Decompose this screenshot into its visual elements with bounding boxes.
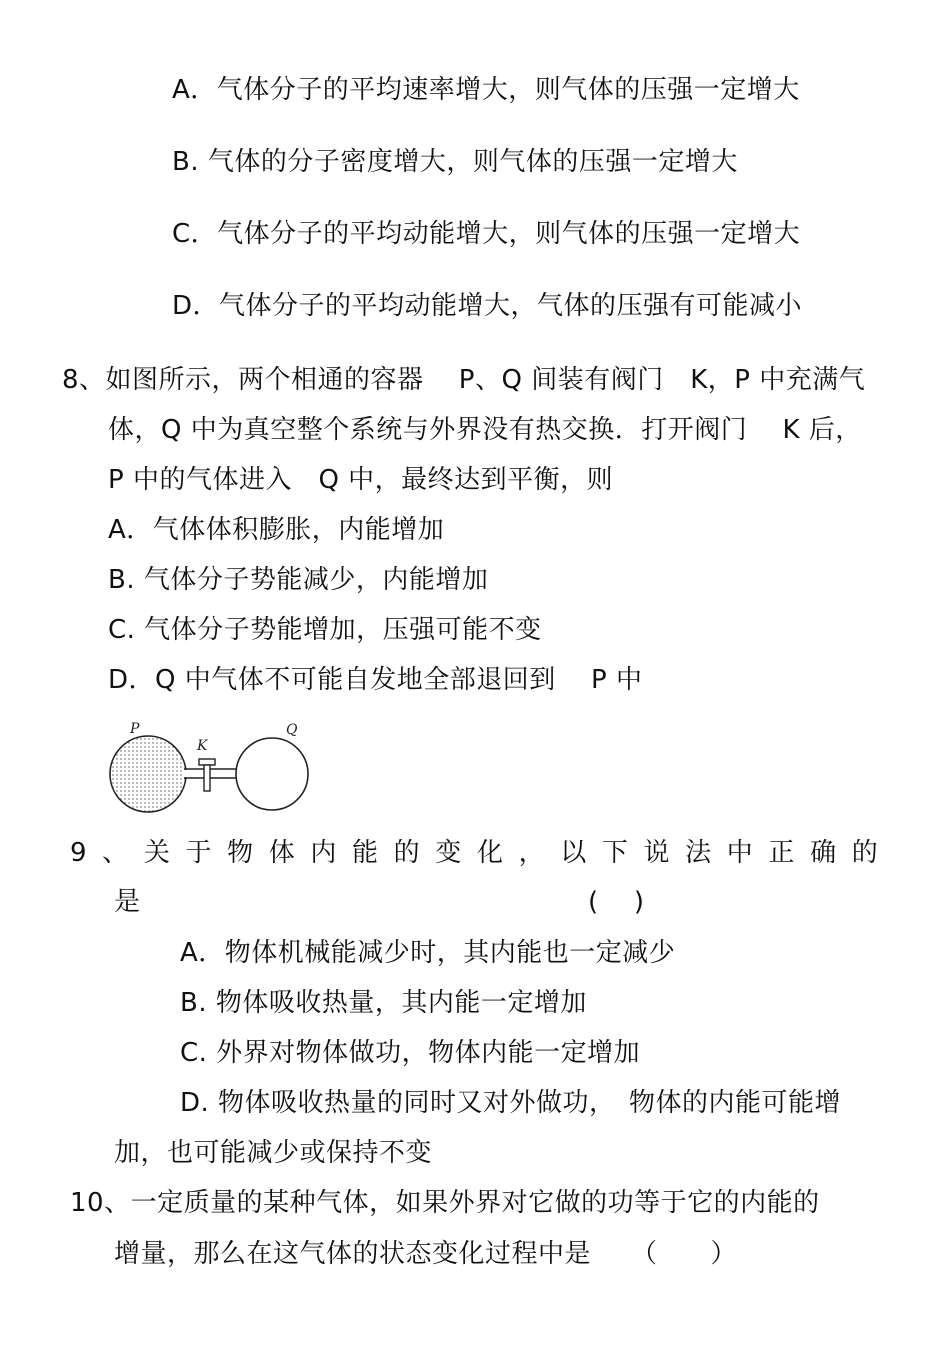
q9-char: ， xyxy=(518,838,545,868)
label-q: Q xyxy=(286,722,298,738)
valve-stem xyxy=(204,765,210,791)
q9-option-c: C. 外界对物体做功，物体内能一定增加 xyxy=(180,1038,641,1068)
q9-char: 于 xyxy=(185,838,212,868)
q8-option-c: C. 气体分子势能增加，压强可能不变 xyxy=(108,615,542,645)
q9-char: 体 xyxy=(268,838,295,868)
q8-stem-line-3: P 中的气体进入 Q 中，最终达到平衡，则 xyxy=(108,465,614,495)
q10-stem-line-1: 10、一定质量的某种气体，如果外界对它做的功等于它的内能的 xyxy=(70,1188,820,1218)
q9-char: 下 xyxy=(601,838,628,868)
label-p: P xyxy=(130,721,140,737)
q9-char: 的 xyxy=(393,838,420,868)
q8-stem-line-2: 体，Q 中为真空整个系统与外界没有热交换．打开阀门 K 后， xyxy=(108,415,862,445)
q9-char: 9 xyxy=(70,838,87,868)
q9-char: 物 xyxy=(227,838,254,868)
q9-answer-paren: ( ) xyxy=(588,887,645,917)
q9-char: 正 xyxy=(768,838,795,868)
q9-char: 内 xyxy=(310,838,337,868)
q9-char: 以 xyxy=(560,838,587,868)
container-p xyxy=(110,736,186,812)
q8-option-b: B. 气体分子势能减少，内能增加 xyxy=(108,565,489,595)
q9-char: 变 xyxy=(435,838,462,868)
q7-option-d: D．气体分子的平均动能增大，气体的压强有可能减小 xyxy=(172,291,803,321)
q9-char: 关 xyxy=(143,838,170,868)
q8-stem-line-1: 8、如图所示，两个相通的容器 P、Q 间装有阀门 K，P 中充满气 xyxy=(62,365,866,395)
q9-char: 、 xyxy=(102,838,129,868)
q9-stem-line-2: 是 xyxy=(114,887,141,917)
q9-char: 化 xyxy=(476,838,503,868)
valve-k xyxy=(199,759,215,765)
q7-option-c: C．气体分子的平均动能增大，则气体的压强一定增大 xyxy=(172,219,801,249)
label-k: K xyxy=(197,738,208,754)
q7-option-b: B. 气体的分子密度增大，则气体的压强一定增大 xyxy=(172,147,738,177)
q7-option-a: A．气体分子的平均速率增大，则气体的压强一定增大 xyxy=(172,75,800,105)
q9-char: 的 xyxy=(851,838,878,868)
q9-option-d: D. 物体吸收热量的同时又对外做功， 物体的内能可能增 xyxy=(180,1088,842,1118)
q10-stem-line-2: 增量，那么在这气体的状态变化过程中是 （ ） xyxy=(114,1239,738,1269)
q9-char: 中 xyxy=(726,838,753,868)
q9-char: 说 xyxy=(643,838,670,868)
q8-option-d: D．Q 中气体不可能自发地全部退回到 P 中 xyxy=(108,665,643,695)
q9-char: 确 xyxy=(810,838,837,868)
q9-option-b: B. 物体吸收热量，其内能一定增加 xyxy=(180,988,587,1018)
q9-option-d-cont: 加，也可能减少或保持不变 xyxy=(114,1138,433,1168)
q9-char: 法 xyxy=(685,838,712,868)
q9-option-a: A．物体机械能减少时，其内能也一定减少 xyxy=(180,938,676,968)
q8-option-a: A．气体体积膨胀，内能增加 xyxy=(108,515,445,545)
q9-char: 能 xyxy=(352,838,379,868)
q9-stem-line-1 xyxy=(70,835,878,871)
containers-diagram xyxy=(100,718,320,814)
container-q xyxy=(236,738,308,810)
